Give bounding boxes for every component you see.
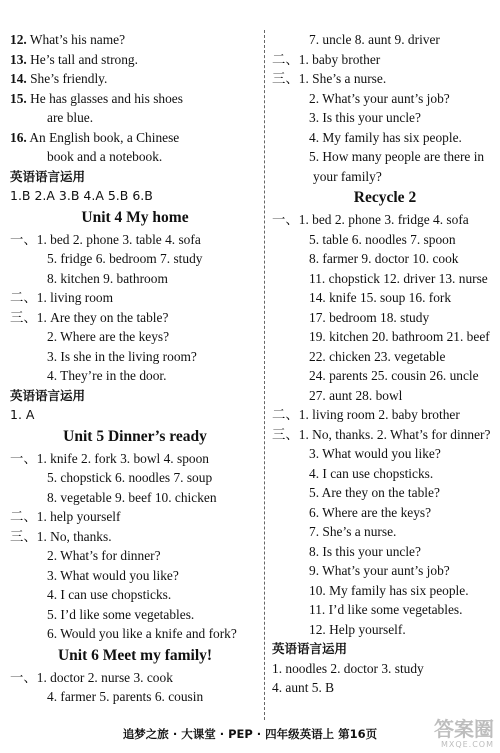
answer-line: 12. What’s his name? (10, 32, 126, 47)
section-heading: 英语语言运用 (272, 641, 348, 656)
answer-line: 8. kitchen 9. bathroom (47, 270, 168, 286)
answer-line: 27. aunt 28. bowl (309, 387, 403, 403)
answer-line: 1.B 2.A 3.B 4.A 5.B 6.B (10, 188, 153, 203)
answer-line: 14. She’s friendly. (10, 71, 108, 86)
watermark-text: 答案圈 (434, 717, 494, 741)
page-footer: 追梦之旅 · 大课堂 · PEP · 四年级英语上 第16页 (122, 727, 378, 741)
answer-line: 4. I can use chopsticks. (47, 587, 172, 602)
column-divider (264, 30, 265, 720)
answer-line-continued: are blue. (47, 110, 94, 125)
answer-line: 5. I’d like some vegetables. (47, 606, 195, 622)
answer-line: 二、1. baby brother (272, 51, 381, 67)
unit-title: Unit 5 Dinner’s ready (63, 427, 207, 445)
section-heading: 英语语言运用 (10, 387, 86, 403)
answer-line: 6. Where are the keys? (309, 504, 432, 520)
right-column (272, 30, 498, 698)
section-heading: 英语语言运用 (10, 168, 86, 184)
answer-line: 19. kitchen 20. bathroom 21. beef (309, 329, 490, 344)
answer-line: 6. Would you like a knife and fork? (47, 626, 237, 641)
answer-line: 三、1. Are they on the table? (10, 309, 169, 325)
answer-line: 一、1. bed 2. phone 3. fridge 4. sofa (272, 212, 469, 227)
answer-line: 10. My family has six people. (309, 582, 469, 598)
answer-line: 一、1. doctor 2. nurse 3. cook (10, 669, 173, 685)
answer-line: 三、1. No, thanks. 2. What’s for dinner? (272, 426, 491, 442)
answer-line: 8. vegetable 9. beef 10. chicken (47, 489, 217, 505)
answer-line: 2. Where are the keys? (47, 329, 170, 344)
answer-line: 1. noodles 2. doctor 3. study (272, 660, 424, 676)
answer-line: 5. chopstick 6. noodles 7. soup (47, 470, 213, 485)
answer-line-continued: your family? (313, 168, 382, 184)
answer-line: 3. What would you like? (47, 567, 179, 583)
unit-title: Unit 4 My home (81, 208, 189, 226)
answer-line: 13. He’s tall and strong. (10, 51, 138, 67)
answer-line: 3. Is she in the living room? (47, 348, 197, 364)
answer-line: 4. My family has six people. (309, 129, 462, 145)
answer-line: 3. Is this your uncle? (309, 110, 421, 125)
unit-title: Recycle 2 (353, 189, 417, 206)
answer-line: 一、1. knife 2. fork 3. bowl 4. spoon (10, 450, 209, 466)
answer-line: 11. chopstick 12. driver 13. nurse (309, 270, 488, 286)
answer-line: 二、1. living room (10, 290, 114, 305)
answer-line: 24. parents 25. cousin 26. uncle (309, 368, 479, 383)
answer-line: 7. uncle 8. aunt 9. driver (309, 32, 440, 47)
unit-title: Unit 6 Meet my family! (57, 646, 213, 664)
answer-line-continued: book and a notebook. (47, 149, 163, 164)
answer-line: 16. An English book, a Chinese (10, 129, 180, 145)
answer-line: 1. A (10, 407, 35, 422)
answer-line: 11. I’d like some vegetables. (309, 602, 463, 617)
answer-line: 二、1. help yourself (10, 509, 121, 524)
answer-line: 5. table 6. noodles 7. spoon (309, 231, 456, 247)
answer-line: 14. knife 15. soup 16. fork (309, 290, 452, 305)
watermark-logo (434, 718, 494, 749)
answer-line: 4. aunt 5. B (272, 680, 335, 695)
answer-line: 4. They’re in the door. (47, 368, 167, 383)
answer-line: 4. farmer 5. parents 6. cousin (47, 689, 204, 704)
answer-line: 15. He has glasses and his shoes (10, 90, 183, 106)
answer-line: 17. bedroom 18. study (309, 309, 430, 325)
answer-line: 22. chicken 23. vegetable (309, 348, 446, 364)
answer-line: 8. farmer 9. doctor 10. cook (309, 251, 459, 266)
answer-line: 三、1. She’s a nurse. (272, 71, 387, 86)
answer-line: 8. Is this your uncle? (309, 543, 421, 559)
watermark-url: MXQE.COM (440, 740, 494, 749)
answer-line: 二、1. living room 2. baby brother (272, 407, 460, 422)
answer-line: 三、1. No, thanks. (10, 528, 112, 544)
answer-line: 5. Are they on the table? (309, 485, 440, 500)
answer-line: 12. Help yourself. (309, 621, 406, 637)
answer-line: 7. She’s a nurse. (309, 524, 397, 539)
left-column (10, 30, 260, 707)
answer-line: 一、1. bed 2. phone 3. table 4. sofa (10, 231, 201, 247)
answer-line: 3. What would you like? (309, 446, 441, 461)
answer-line: 5. fridge 6. bedroom 7. study (47, 251, 203, 266)
answer-line: 2. What’s your aunt’s job? (309, 90, 450, 106)
answer-line: 2. What’s for dinner? (47, 548, 161, 563)
answer-line: 5. How many people are there in (309, 149, 485, 164)
answer-line: 4. I can use chopsticks. (309, 465, 434, 481)
answer-line: 9. What’s your aunt’s job? (309, 563, 450, 578)
